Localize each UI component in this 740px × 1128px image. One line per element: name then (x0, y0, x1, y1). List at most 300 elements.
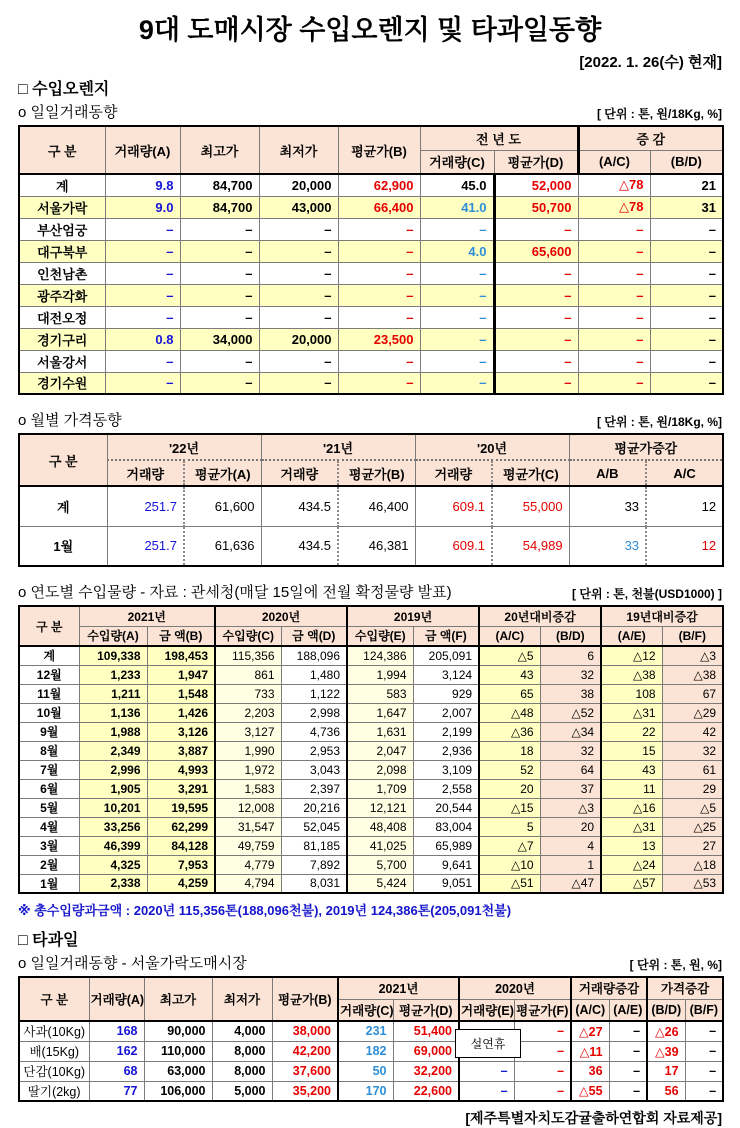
cell: – (259, 350, 338, 372)
cell: 5,424 (347, 874, 413, 893)
cell: 1,972 (215, 760, 281, 779)
table-row (19, 328, 723, 350)
col-header-high-price: 최고가 (144, 977, 212, 1021)
col-header-avg-c: 평균가(C) (492, 460, 569, 486)
row-label: 부산엄궁 (19, 218, 105, 240)
cell: – (420, 328, 494, 350)
row-label: 경기구리 (19, 328, 105, 350)
yearly-import-table (18, 605, 724, 894)
cell: 1,905 (79, 779, 147, 798)
cell: △10 (479, 855, 540, 874)
cell: △3 (540, 798, 601, 817)
cell: – (494, 262, 578, 284)
cell: – (650, 240, 723, 262)
cell: 46,400 (338, 486, 415, 526)
cell: – (105, 350, 180, 372)
cell: – (420, 284, 494, 306)
cell: 62,900 (338, 174, 420, 196)
row-label: 서울강서 (19, 350, 105, 372)
table-row (19, 855, 723, 874)
table-row (19, 779, 723, 798)
col-header-amount-f: 금 액(F) (413, 626, 479, 646)
col-header-year-22: '22년 (107, 434, 261, 460)
cell: △53 (662, 874, 723, 893)
col-header-volume-change-group: 거래량증감 (571, 977, 647, 999)
cell: 38 (540, 684, 601, 703)
cell: 7,892 (281, 855, 347, 874)
cell: 2,349 (79, 741, 147, 760)
cell: △36 (479, 722, 540, 741)
table-row (19, 372, 723, 394)
cell: 33 (569, 486, 646, 526)
cell: △78 (578, 174, 650, 196)
col-header-import-a: 수입량(A) (79, 626, 147, 646)
cell: 1,631 (347, 722, 413, 741)
cell: 106,000 (144, 1081, 212, 1101)
col-header-high-price: 최고가 (180, 126, 259, 174)
cell: 52,000 (494, 174, 578, 196)
cell: 35,200 (272, 1081, 338, 1101)
cell: 20 (479, 779, 540, 798)
cell: – (105, 284, 180, 306)
col-header-year-2021: 2021년 (338, 977, 459, 999)
col-header-volume-a: 거래량(A) (89, 977, 144, 1021)
cell: – (420, 306, 494, 328)
table-row (19, 646, 723, 665)
daily-orange-subheading: o 일일거래동향 (18, 104, 118, 121)
fruit-daily-subheading: o 일일거래동향 - 서울가락도매시장 (18, 955, 247, 972)
cell: – (494, 306, 578, 328)
table-row (19, 741, 723, 760)
table-row (19, 526, 723, 566)
cell: – (650, 328, 723, 350)
row-label: 4월 (19, 817, 79, 836)
table-row (19, 836, 723, 855)
col-header-avg-d: 평균가(D) (393, 999, 459, 1021)
cell: – (459, 1061, 514, 1081)
cell: 31 (650, 196, 723, 218)
col-header-category: 구 분 (19, 977, 89, 1021)
row-label: 7월 (19, 760, 79, 779)
cell: – (259, 240, 338, 262)
cell: – (180, 262, 259, 284)
cell: 37 (540, 779, 601, 798)
cell: – (420, 350, 494, 372)
cell: 12,121 (347, 798, 413, 817)
table-row (19, 665, 723, 684)
col-header-change-group: 증 감 (578, 126, 723, 150)
cell: 29 (662, 779, 723, 798)
col-header-prev-year-group: 전 년 도 (420, 126, 578, 150)
yearly-import-subheader-row (18, 581, 722, 602)
cell: 4 (540, 836, 601, 855)
col-header-ac: (A/C) (578, 150, 650, 174)
cell: 4,779 (215, 855, 281, 874)
cell: – (578, 306, 650, 328)
col-header-avg-price-b: 평균가(B) (338, 126, 420, 174)
cell: 19,595 (147, 798, 215, 817)
cell: – (514, 1041, 571, 1061)
cell: 1,988 (79, 722, 147, 741)
row-label: 서울가락 (19, 196, 105, 218)
table-row (19, 760, 723, 779)
col-header-amount-d: 금 액(D) (281, 626, 347, 646)
col-header-import-c: 수입량(C) (215, 626, 281, 646)
cell: △26 (647, 1021, 685, 1041)
cell: 33 (569, 526, 646, 566)
cell: 12 (646, 486, 723, 526)
cell: – (494, 350, 578, 372)
cell: – (338, 240, 420, 262)
cell: 2,199 (413, 722, 479, 741)
cell: 46,381 (338, 526, 415, 566)
cell: – (259, 306, 338, 328)
col-header-category: 구 분 (19, 434, 107, 486)
row-label: 2월 (19, 855, 79, 874)
col-header-amount-b: 금 액(B) (147, 626, 215, 646)
col-header-category: 구 분 (19, 126, 105, 174)
cell: 38,000 (272, 1021, 338, 1041)
cell: 65,600 (494, 240, 578, 262)
cell: – (685, 1061, 723, 1081)
cell: 51,400 (393, 1021, 459, 1041)
col-header-volume-22: 거래량 (107, 460, 184, 486)
cell: – (650, 262, 723, 284)
cell: 434.5 (261, 526, 338, 566)
cell: 8,000 (212, 1061, 272, 1081)
cell: – (105, 218, 180, 240)
cell: – (578, 218, 650, 240)
cell: 21 (650, 174, 723, 196)
table-row (19, 874, 723, 893)
table-row (19, 1061, 723, 1081)
cell: 84,700 (180, 196, 259, 218)
daily-orange-table (18, 125, 724, 395)
col-header-volume-a: 거래량(A) (105, 126, 180, 174)
row-label: 사과(10Kg) (19, 1021, 89, 1041)
cell: 4.0 (420, 240, 494, 262)
other-fruit-table-wrap (18, 976, 722, 1102)
cell: △15 (479, 798, 540, 817)
cell: 50,700 (494, 196, 578, 218)
cell: △78 (578, 196, 650, 218)
cell: 1,480 (281, 665, 347, 684)
row-label: 6월 (19, 779, 79, 798)
cell: – (105, 306, 180, 328)
col-header-ae: (A/E) (601, 626, 662, 646)
cell: – (459, 1081, 514, 1101)
col-header-avg-price-d: 평균가(D) (494, 150, 578, 174)
cell: 4,794 (215, 874, 281, 893)
row-label: 1월 (19, 526, 107, 566)
cell: 182 (338, 1041, 393, 1061)
cell: △5 (479, 646, 540, 665)
section-other-fruit-heading: □ 타과일 (18, 932, 79, 949)
cell: △11 (571, 1041, 609, 1061)
cell: – (420, 218, 494, 240)
cell: 124,386 (347, 646, 413, 665)
col-header-category: 구 분 (19, 606, 79, 646)
monthly-price-subheader-row (18, 409, 722, 430)
table-row (19, 1021, 723, 1041)
row-label: 대구북부 (19, 240, 105, 262)
cell: – (609, 1081, 647, 1101)
cell: 33,256 (79, 817, 147, 836)
col-header-volume-21: 거래량 (261, 460, 338, 486)
col-header-volume-c: 거래량(C) (420, 150, 494, 174)
cell: – (578, 284, 650, 306)
table-row (19, 262, 723, 284)
cell: 61 (662, 760, 723, 779)
cell: 1,426 (147, 703, 215, 722)
cell: – (338, 218, 420, 240)
cell: 81,185 (281, 836, 347, 855)
cell: 17 (647, 1061, 685, 1081)
cell: 115,356 (215, 646, 281, 665)
cell: – (180, 284, 259, 306)
cell: 13 (601, 836, 662, 855)
cell: 434.5 (261, 486, 338, 526)
col-header-vs-2019-change: 19년대비증감 (601, 606, 723, 626)
cell: △25 (662, 817, 723, 836)
cell: 10,201 (79, 798, 147, 817)
cell: 4,993 (147, 760, 215, 779)
table-row (19, 218, 723, 240)
page-title: 9대 도매시장 수입오렌지 및 타과일동향 (138, 15, 602, 45)
cell: 65,989 (413, 836, 479, 855)
cell: – (685, 1021, 723, 1041)
table-row (19, 174, 723, 196)
cell: 3,127 (215, 722, 281, 741)
cell: – (650, 350, 723, 372)
date-note: [2022. 1. 26(수) 현재] (579, 54, 722, 71)
col-header-year-2020: 2020년 (459, 977, 571, 999)
cell: 170 (338, 1081, 393, 1101)
cell: 5,000 (212, 1081, 272, 1101)
cell: △3 (662, 646, 723, 665)
cell: △38 (601, 665, 662, 684)
cell: 61,636 (184, 526, 261, 566)
cell: – (259, 262, 338, 284)
cell: 733 (215, 684, 281, 703)
cell: – (420, 372, 494, 394)
cell: 66,400 (338, 196, 420, 218)
col-header-bf: (B/F) (685, 999, 723, 1021)
cell: △38 (662, 665, 723, 684)
cell: – (105, 372, 180, 394)
row-label: 계 (19, 486, 107, 526)
table-row (19, 240, 723, 262)
cell: 83,004 (413, 817, 479, 836)
cell: 609.1 (415, 486, 492, 526)
col-header-import-e: 수입량(E) (347, 626, 413, 646)
cell: – (578, 350, 650, 372)
cell: 15 (601, 741, 662, 760)
cell: 84,128 (147, 836, 215, 855)
cell: – (650, 218, 723, 240)
cell: 1,233 (79, 665, 147, 684)
cell: 68 (89, 1061, 144, 1081)
cell: – (420, 262, 494, 284)
cell: 9,051 (413, 874, 479, 893)
cell: 1,709 (347, 779, 413, 798)
cell: 90,000 (144, 1021, 212, 1041)
cell: 22,600 (393, 1081, 459, 1101)
row-label: 단감(10Kg) (19, 1061, 89, 1081)
cell: 23,500 (338, 328, 420, 350)
table-row (19, 798, 723, 817)
row-label: 11월 (19, 684, 79, 703)
section-import-orange-heading: □ 수입오렌지 (18, 81, 110, 98)
row-label: 10월 (19, 703, 79, 722)
cell: 61,600 (184, 486, 261, 526)
cell: 1,647 (347, 703, 413, 722)
table-row (19, 817, 723, 836)
col-header-year-20: '20년 (415, 434, 569, 460)
col-header-avg-b: 평균가(B) (338, 460, 415, 486)
cell: – (650, 284, 723, 306)
cell: 2,203 (215, 703, 281, 722)
cell: 49,759 (215, 836, 281, 855)
cell: 5,700 (347, 855, 413, 874)
cell: – (609, 1041, 647, 1061)
cell: 861 (215, 665, 281, 684)
row-label: 딸기(2kg) (19, 1081, 89, 1101)
cell: 188,096 (281, 646, 347, 665)
yearly-import-unit-label: [ 단위 : 톤, 천불(USD1000) ] (572, 587, 722, 601)
cell: △52 (540, 703, 601, 722)
cell: 8,000 (212, 1041, 272, 1061)
cell: – (514, 1081, 571, 1101)
col-header-avg-f: 평균가(F) (514, 999, 571, 1021)
cell: 20,000 (259, 328, 338, 350)
row-label: 5월 (19, 798, 79, 817)
col-header-ac: (A/C) (571, 999, 609, 1021)
cell: 3,126 (147, 722, 215, 741)
cell: 20,216 (281, 798, 347, 817)
cell: 2,047 (347, 741, 413, 760)
cell: 3,109 (413, 760, 479, 779)
row-label: 계 (19, 174, 105, 196)
cell: 168 (89, 1021, 144, 1041)
cell: – (685, 1081, 723, 1101)
cell: 251.7 (107, 486, 184, 526)
col-header-year-2020: 2020년 (215, 606, 347, 626)
row-label: 8월 (19, 741, 79, 760)
col-header-ae: (A/E) (609, 999, 647, 1021)
cell: 37,600 (272, 1061, 338, 1081)
cell: 42 (662, 722, 723, 741)
cell: – (180, 306, 259, 328)
cell: △34 (540, 722, 601, 741)
cell: 36 (571, 1061, 609, 1081)
cell: 43 (601, 760, 662, 779)
cell: △16 (601, 798, 662, 817)
col-header-low-price: 최저가 (259, 126, 338, 174)
col-header-avg-price-b: 평균가(B) (272, 977, 338, 1021)
col-header-bd: (B/D) (540, 626, 601, 646)
cell: 31,547 (215, 817, 281, 836)
cell: – (578, 372, 650, 394)
cell: △5 (662, 798, 723, 817)
cell: 2,338 (79, 874, 147, 893)
total-import-footnote: ※ 총수입량과금액 : 2020년 115,356톤(188,096천불), 2019년 124,386톤(205,091천불) (18, 903, 512, 918)
cell: – (494, 372, 578, 394)
col-header-ab: A/B (569, 460, 646, 486)
cell: 12,008 (215, 798, 281, 817)
cell: 3,887 (147, 741, 215, 760)
cell: 0.8 (105, 328, 180, 350)
cell: △31 (601, 817, 662, 836)
cell: 1,947 (147, 665, 215, 684)
cell: 108 (601, 684, 662, 703)
cell: – (514, 1021, 571, 1041)
cell: 1,994 (347, 665, 413, 684)
cell: 2,953 (281, 741, 347, 760)
cell: 45.0 (420, 174, 494, 196)
cell: 9.0 (105, 196, 180, 218)
col-header-volume-20: 거래량 (415, 460, 492, 486)
cell: 32 (540, 741, 601, 760)
cell: 205,091 (413, 646, 479, 665)
row-label: 배(15Kg) (19, 1041, 89, 1061)
cell: – (338, 284, 420, 306)
cell: – (650, 306, 723, 328)
table-row (19, 196, 723, 218)
cell: – (259, 218, 338, 240)
cell: – (105, 240, 180, 262)
cell: 6 (540, 646, 601, 665)
cell: – (494, 218, 578, 240)
cell: 64 (540, 760, 601, 779)
cell: 84,700 (180, 174, 259, 196)
col-header-ac: A/C (646, 460, 723, 486)
cell: △31 (601, 703, 662, 722)
cell: 52,045 (281, 817, 347, 836)
cell: 65 (479, 684, 540, 703)
cell: 162 (89, 1041, 144, 1061)
cell: 56 (647, 1081, 685, 1101)
cell: △39 (647, 1041, 685, 1061)
cell: △55 (571, 1081, 609, 1101)
cell: – (685, 1041, 723, 1061)
col-header-low-price: 최저가 (212, 977, 272, 1021)
cell: 231 (338, 1021, 393, 1041)
cell: 3,124 (413, 665, 479, 684)
cell: 2,998 (281, 703, 347, 722)
cell: 12 (646, 526, 723, 566)
cell: 54,989 (492, 526, 569, 566)
row-label: 3월 (19, 836, 79, 855)
cell: – (609, 1021, 647, 1041)
cell: 2,996 (79, 760, 147, 779)
cell: – (180, 240, 259, 262)
cell: – (180, 350, 259, 372)
cell: – (338, 262, 420, 284)
cell: 2,007 (413, 703, 479, 722)
table-row (19, 1081, 723, 1101)
cell: 1,990 (215, 741, 281, 760)
row-label: 인천남촌 (19, 262, 105, 284)
cell: – (259, 372, 338, 394)
cell: 1,583 (215, 779, 281, 798)
cell: 55,000 (492, 486, 569, 526)
fruit-daily-unit-label: [ 단위 : 톤, 원, %] (629, 958, 722, 972)
col-header-bf: (B/F) (662, 626, 723, 646)
cell: 32 (662, 741, 723, 760)
cell: 1 (540, 855, 601, 874)
col-header-bd: (B/D) (650, 150, 723, 174)
